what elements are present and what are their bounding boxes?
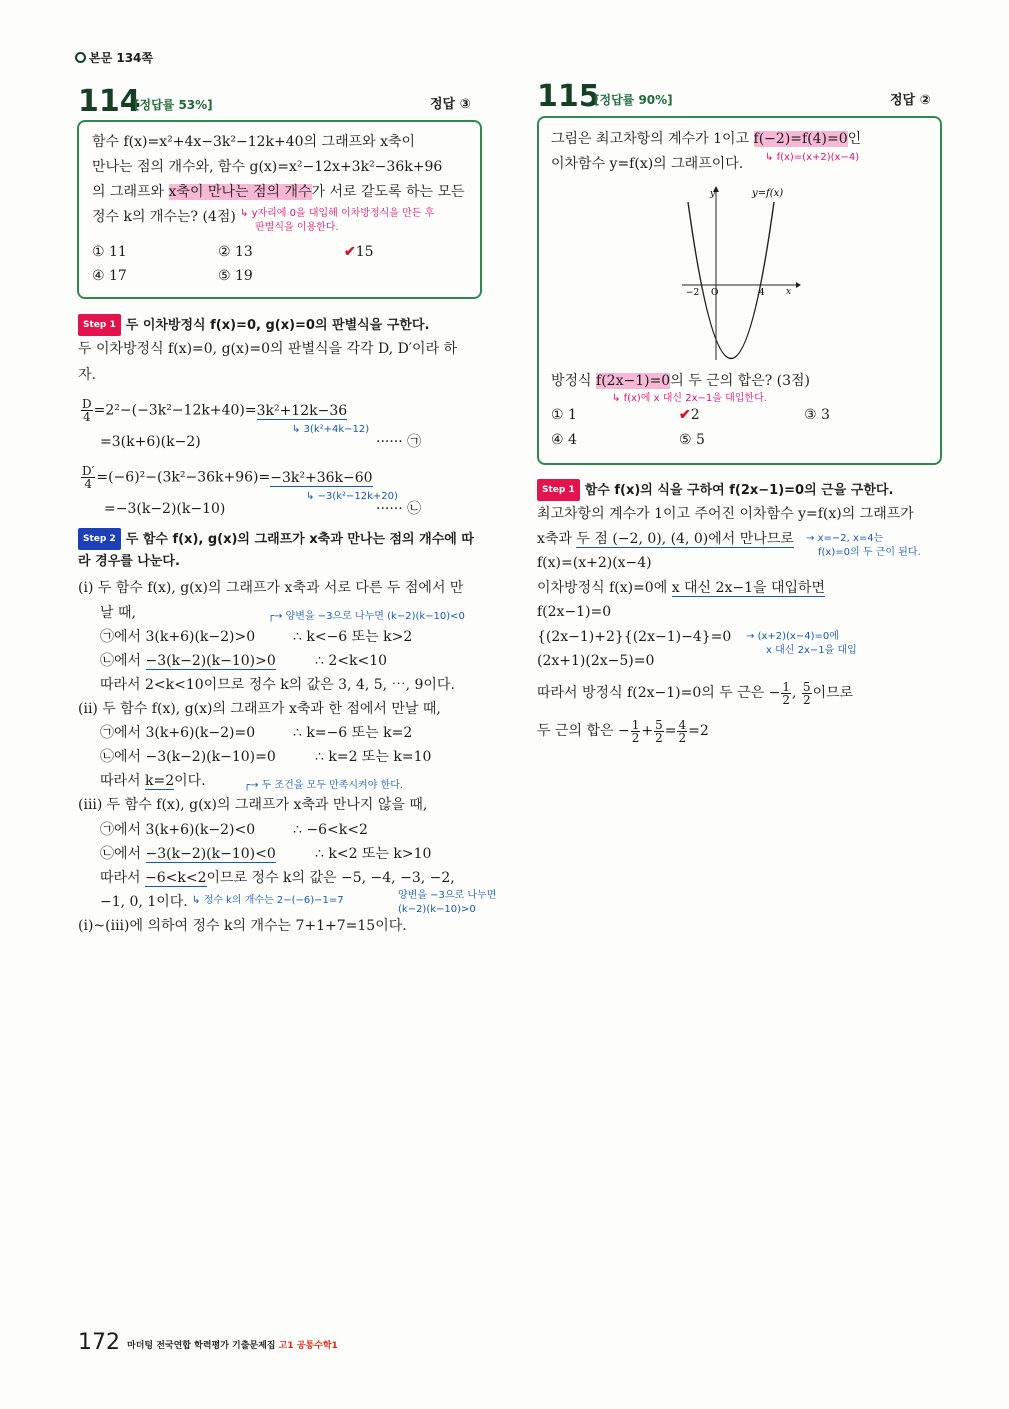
solution-line: {(2x−1)+2}{(2x−1)−4}=0: [537, 629, 732, 645]
annotation-note: ↳ y자리에 0을 대입해 이차방정식을 만든 후 판별식을 이용한다.: [240, 208, 435, 233]
underline-text: 두 점 (−2, 0), (4, 0)에서 만나므로: [576, 531, 794, 547]
text: =: [664, 723, 677, 739]
page-number: 172: [78, 1330, 120, 1355]
step-badge: Step 1: [537, 479, 580, 501]
solution-line: ㉠에서 3(k+6)(k−2)=0: [100, 725, 256, 741]
choice-text: 2: [690, 407, 700, 423]
fraction: [631, 719, 641, 744]
solution-line: 두 이차방정식 f(x)=0, g(x)=0의 판별식을 각각 D, D′이라 하: [78, 341, 458, 357]
highlight: f(2x−1)=0: [596, 373, 671, 389]
note-text: f(x)=(x+2)(x−4): [776, 152, 860, 163]
solution-line: [537, 529, 794, 549]
solution-line: f(2x−1)=0: [537, 604, 612, 620]
text: ㉡에서: [100, 846, 146, 862]
note-text: −3(k²−12k+20): [317, 491, 398, 502]
text: 따라서: [100, 773, 146, 789]
solution-line: [537, 718, 709, 744]
answer: 정답 ②: [890, 93, 931, 108]
text: 의 두 근의 합은? (3점): [670, 373, 811, 389]
solution-line: ㉠에서 3(k+6)(k−2)<0: [100, 822, 256, 838]
annotation-note: → x=−2, x=4는 f(x)=0의 두 근이 된다.: [806, 533, 921, 558]
case-1-heading: (i) 두 함수 f(x), g(x)의 그래프가 x축과 서로 다른 두 점에서 만: [78, 580, 464, 596]
text: 그림은 최고차항의 계수가 1이고: [551, 131, 754, 147]
solution-line: ∴ k<2 또는 k>10: [315, 846, 432, 862]
solution-line: 따라서 2<k<10이므로 정수 k의 값은 3, 4, 5, ⋯, 9이다.: [100, 677, 455, 693]
problem-number: 114: [78, 84, 141, 119]
choice-text: 15: [355, 244, 374, 260]
numerator: 5: [802, 679, 811, 694]
denominator: 2: [782, 692, 791, 707]
case-2-heading: (ii) 두 함수 f(x), g(x)의 그래프가 x축과 한 점에서 만날 때,: [78, 701, 441, 717]
fraction: [654, 719, 664, 744]
annotation-note: ↳ −3(k²−12k+20): [306, 491, 398, 502]
choice-1: ① 11: [92, 244, 127, 260]
annotation-note: [398, 889, 496, 917]
fraction: [81, 398, 93, 423]
step-1-heading: [78, 314, 429, 336]
numerator: 5: [655, 717, 663, 732]
text: ㉡에서: [100, 653, 146, 669]
step-1-heading: [537, 479, 893, 501]
question-line: [551, 371, 810, 391]
step-badge: Step 2: [78, 528, 121, 550]
fraction: [81, 465, 95, 490]
root-label: 4: [759, 288, 765, 298]
subject: 고1 공통수학1: [278, 1341, 338, 1351]
circle-bullet-icon: [75, 52, 86, 63]
solution-line: ∴ −6<k<2: [293, 822, 368, 838]
question-line: 정수 k의 개수는? (4점): [92, 209, 236, 225]
equation-label: ······ ㉠: [376, 434, 422, 450]
note-text: y자리에 0을 대입해 이차방정식을 만든 후: [251, 208, 435, 219]
annotation-note: ↳ f(x)=(x+2)(x−4): [765, 152, 860, 163]
solution-line: 최고차항의 계수가 1이고 주어진 이차함수 y=f(x)의 그래프가: [537, 506, 914, 522]
x-label: x: [786, 287, 792, 297]
annotation-note: ┌→ 두 조건을 모두 만족시켜야 한다.: [244, 780, 404, 791]
origin-label: O: [711, 288, 719, 298]
note-text: x=−2, x=4는: [817, 533, 884, 544]
question-line: 만나는 점의 개수와, 함수 g(x)=x²−12x+3k²−36k+96: [92, 159, 443, 175]
note-text: f(x)=0의 두 근이 된다.: [818, 547, 921, 558]
solution-line: [537, 578, 825, 598]
text: x축과: [537, 531, 577, 547]
parabola-curve: [688, 202, 774, 359]
check-mark-icon: ✔: [679, 407, 691, 423]
solution-line: 자.: [78, 367, 96, 383]
solution-line: [100, 651, 276, 671]
equation-d-prime: [80, 465, 373, 490]
choice-4: ④ 4: [551, 432, 577, 448]
note-text: 판별식을 이용한다.: [255, 222, 339, 233]
question-line: 함수 f(x)=x²+4x−3k²−12k+40의 그래프와 x축이: [92, 134, 416, 150]
numerator: D′: [82, 464, 95, 478]
text: 따라서: [100, 870, 146, 886]
solution-line: −1, 0, 1이다.: [100, 894, 188, 910]
text: =2: [688, 723, 709, 739]
numerator: 1: [631, 717, 640, 732]
x-axis-arrow-icon: [796, 282, 801, 288]
highlight: x축이 만나는 점의 개수: [168, 184, 312, 200]
fraction: [781, 681, 791, 706]
fraction: [802, 681, 812, 706]
equation-label: ······ ㉡: [376, 501, 422, 517]
question-line: [92, 182, 465, 202]
text: 이므로 정수 k의 값은 −5, −4, −3, −2,: [206, 870, 455, 886]
solution-line: [537, 680, 853, 706]
note-text: 양변을 −3으로 나누면 (k−2)(k−10)<0: [285, 611, 465, 622]
step-text: 두 이차방정식 f(x)=0, g(x)=0의 판별식을 구한다.: [125, 318, 430, 333]
case-3-heading: (iii) 두 함수 f(x), g(x)의 그래프가 x축과 만나지 않을 때,: [78, 797, 428, 813]
solution-line: ∴ k=2 또는 k=10: [315, 749, 432, 765]
question-line: [551, 129, 861, 149]
problem-number: 115: [537, 79, 600, 114]
fraction: [677, 719, 687, 744]
note-text: f(x)에 x 대신 2x−1을 대입한다.: [623, 393, 767, 404]
solution-line: [100, 844, 276, 864]
annotation-note: ↳ f(x)에 x 대신 2x−1을 대입한다.: [612, 393, 767, 404]
root-label: −2: [686, 288, 700, 298]
denominator: 4: [84, 477, 92, 491]
step-text: 함수 f(x)의 식을 구하여 f(2x−1)=0의 근을 구한다.: [584, 483, 894, 498]
note-text: 양변을 −3으로 나누면: [398, 890, 497, 901]
annotation-note: ↳ 3(k²+4k−12): [292, 424, 370, 435]
choice-5: ⑤ 5: [679, 432, 705, 448]
answer: 정답 ③: [430, 97, 471, 112]
conclusion: (i)~(iii)에 의하여 정수 k의 개수는 7+1+7=15이다.: [78, 918, 407, 934]
solution-line: =−3(k−2)(k−10): [104, 501, 226, 517]
denominator: 2: [631, 730, 640, 745]
text: 이다.: [174, 773, 206, 789]
text: ,: [792, 685, 801, 701]
note-text: 정수 k의 개수는 2−(−6)−1=7: [203, 895, 344, 906]
note-text: x 대신 2x−1을 대입: [766, 645, 857, 656]
underline-text: x 대신 2x−1을 대입하면: [671, 580, 826, 596]
solution-line: [100, 771, 206, 791]
correct-rate: [정답률 90%]: [594, 93, 673, 107]
note-text: (x+2)(x−4)=0에: [757, 631, 839, 642]
note-text: 3(k²+4k−12): [303, 424, 370, 435]
underline-text: −3k²+36k−60: [270, 469, 373, 486]
numerator: 1: [782, 679, 791, 694]
question-line: 이차함수 y=f(x)의 그래프이다.: [551, 156, 744, 172]
section-ref: [75, 49, 153, 66]
choice-2: [679, 405, 700, 425]
underline-text: 3k²+12k−36: [256, 402, 348, 419]
solution-line: [100, 868, 455, 888]
step-text: 두 함수 f(x), g(x)의 그래프가 x축과 만나는 점의 개수에 따: [125, 532, 474, 547]
text: 의 그래프와: [92, 184, 169, 200]
text: 이므로: [812, 685, 854, 701]
solution-line: ∴ k<−6 또는 k>2: [293, 629, 413, 645]
underline-text: −6<k<2: [145, 870, 207, 886]
denominator: 2: [802, 692, 811, 707]
text: =2²−(−3k²−12k+40)=: [93, 402, 257, 419]
curve-label: y=f(x): [752, 188, 784, 199]
solution-line: f(x)=(x+2)(x−4): [537, 555, 652, 571]
text: 인: [847, 131, 862, 147]
note-text: (k−2)(k−10)>0: [398, 904, 476, 915]
denominator: 2: [655, 730, 663, 745]
underline-text: k=2: [145, 773, 175, 789]
choice-3: [344, 242, 374, 262]
choice-4: ④ 17: [92, 268, 127, 284]
annotation-note: ↳ 정수 k의 개수는 2−(−6)−1=7: [192, 895, 344, 906]
highlight: f(−2)=f(4)=0: [753, 131, 848, 147]
section-label: 본문 134쪽: [89, 51, 154, 65]
text: 가 서로 같도록 하는 모든: [311, 184, 465, 200]
check-mark-icon: ✔: [344, 244, 356, 260]
note-text: 두 조건을 모두 만족시켜야 한다.: [261, 780, 404, 791]
solution-line: (2x+1)(2x−5)=0: [537, 653, 655, 669]
annotation-note: ┌→ 양변을 −3으로 나누면 (k−2)(k−10)<0: [268, 611, 465, 622]
annotation-note: → (x+2)(x−4)=0에 x 대신 2x−1을 대입: [746, 631, 857, 656]
solution-line: ∴ k=−6 또는 k=2: [293, 725, 413, 741]
text: +: [641, 723, 654, 739]
text: =(−6)²−(3k²−36k+96)=: [96, 469, 271, 486]
denominator: 2: [678, 730, 687, 745]
step-text: 라 경우를 나눈다.: [78, 554, 180, 569]
solution-line: ㉡에서 −3(k−2)(k−10)=0: [100, 749, 276, 765]
text: 따라서 방정식 f(2x−1)=0의 두 근은 −: [537, 685, 781, 701]
underline-text: −3(k−2)(k−10)>0: [145, 653, 276, 669]
text: 방정식: [551, 373, 597, 389]
correct-rate: [정답률 53%]: [134, 98, 213, 112]
text: 이차방정식 f(x)=0에: [537, 580, 672, 596]
underline-text: −3(k−2)(k−10)<0: [145, 846, 276, 862]
numerator: D: [82, 397, 92, 411]
solution-line: ㉠에서 3(k+6)(k−2)>0: [100, 629, 256, 645]
solution-line: ∴ 2<k<10: [315, 653, 388, 669]
choice-1: ① 1: [551, 407, 577, 423]
step-2-heading: [78, 528, 474, 550]
denominator: 4: [82, 410, 91, 424]
equation-d: [80, 398, 347, 423]
choice-3: ③ 3: [804, 407, 830, 423]
parabola-graph: [670, 180, 810, 365]
choice-2: ② 13: [218, 244, 253, 260]
text: 두 근의 합은 −: [537, 723, 630, 739]
solution-line: =3(k+6)(k−2): [100, 434, 201, 450]
y-label: y: [710, 189, 716, 199]
step-badge: Step 1: [78, 314, 121, 336]
choice-5: ⑤ 19: [218, 268, 253, 284]
book-title: 마더텅 전국연합 학력평가 기출문제집: [127, 1341, 276, 1351]
numerator: 4: [678, 717, 687, 732]
footer-title: [127, 1338, 338, 1351]
solution-line: 날 때,: [100, 605, 136, 621]
